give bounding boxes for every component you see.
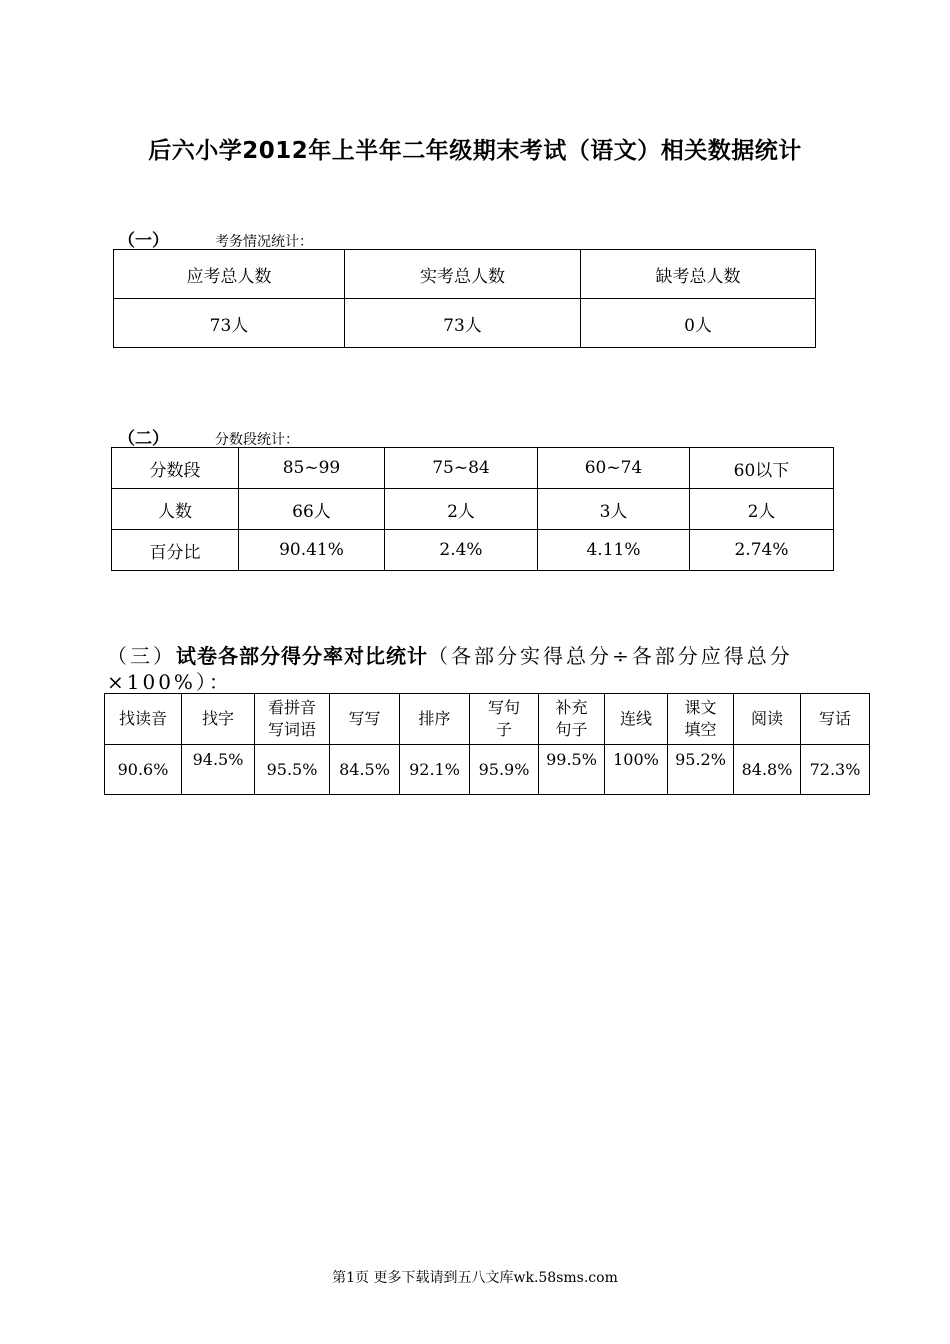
table-cell: 95.9% bbox=[470, 745, 539, 795]
section3-heading-block bbox=[107, 643, 877, 695]
table-row bbox=[112, 489, 834, 530]
table-header-row bbox=[105, 694, 870, 745]
table-cell: 0人 bbox=[581, 299, 816, 348]
table-cell: 90.41% bbox=[239, 530, 385, 571]
table-cell: 百分比 bbox=[112, 530, 239, 571]
section3-number: （三） bbox=[107, 644, 176, 668]
section1-number: （一） bbox=[118, 231, 169, 251]
table-header-row bbox=[114, 250, 816, 299]
table-cell: 90.6% bbox=[105, 745, 182, 795]
section-score-rate-table bbox=[104, 693, 870, 795]
table-header-cell: 阅读 bbox=[734, 694, 801, 745]
table-row bbox=[105, 745, 870, 795]
table-header-cell: 排序 bbox=[400, 694, 470, 745]
table-cell: 66人 bbox=[239, 489, 385, 530]
table-header-cell: 找字 bbox=[182, 694, 255, 745]
table-cell: 72.3% bbox=[801, 745, 870, 795]
table-header-cell: 缺考总人数 bbox=[581, 250, 816, 299]
table-header-cell: 实考总人数 bbox=[345, 250, 581, 299]
section2-caption: 分数段统计： bbox=[215, 432, 299, 448]
table-cell: 84.8% bbox=[734, 745, 801, 795]
table-cell: 2.74% bbox=[690, 530, 834, 571]
table-cell: 95.5% bbox=[255, 745, 330, 795]
table-cell: 4.11% bbox=[538, 530, 690, 571]
section3-note: （各部分实得总分÷各部分应得总分×100%）： bbox=[107, 644, 793, 694]
table-cell: 99.5% bbox=[539, 745, 605, 795]
table-header-cell: 写话 bbox=[801, 694, 870, 745]
table-header-cell: 连线 bbox=[605, 694, 668, 745]
table-header-cell: 课文填空 bbox=[668, 694, 734, 745]
table-header-cell: 写写 bbox=[330, 694, 400, 745]
table-cell: 100% bbox=[605, 745, 668, 795]
table-cell: 73人 bbox=[114, 299, 345, 348]
table-header-cell: 找读音 bbox=[105, 694, 182, 745]
score-range-table bbox=[111, 447, 834, 571]
table-cell: 94.5% bbox=[182, 745, 255, 795]
table-cell: 84.5% bbox=[330, 745, 400, 795]
table-cell: 75~84 bbox=[385, 448, 538, 489]
page-title: 后六小学2012年上半年二年级期末考试（语文）相关数据统计 bbox=[148, 138, 802, 164]
table-cell: 人数 bbox=[112, 489, 239, 530]
table-cell: 分数段 bbox=[112, 448, 239, 489]
table-cell: 60~74 bbox=[538, 448, 690, 489]
table-cell: 92.1% bbox=[400, 745, 470, 795]
table-cell: 2.4% bbox=[385, 530, 538, 571]
table-header-cell: 应考总人数 bbox=[114, 250, 345, 299]
table-header-cell: 看拼音写词语 bbox=[255, 694, 330, 745]
section2-number: （二） bbox=[118, 429, 169, 449]
table-header-cell: 写句子 bbox=[470, 694, 539, 745]
table-row bbox=[112, 530, 834, 571]
table-cell: 2人 bbox=[690, 489, 834, 530]
table-cell: 3人 bbox=[538, 489, 690, 530]
table-cell: 95.2% bbox=[668, 745, 734, 795]
section1-caption: 考务情况统计： bbox=[215, 234, 313, 250]
page-footer: 第1页 更多下载请到五八文库wk.58sms.com bbox=[332, 1270, 618, 1286]
table-row bbox=[114, 299, 816, 348]
table-header-cell: 补充句子 bbox=[539, 694, 605, 745]
table-row bbox=[112, 448, 834, 489]
attendance-table bbox=[113, 249, 816, 348]
table-cell: 73人 bbox=[345, 299, 581, 348]
table-cell: 2人 bbox=[385, 489, 538, 530]
table-cell: 85~99 bbox=[239, 448, 385, 489]
table-cell: 60以下 bbox=[690, 448, 834, 489]
section3-heading: 试卷各部分得分率对比统计 bbox=[176, 644, 428, 668]
